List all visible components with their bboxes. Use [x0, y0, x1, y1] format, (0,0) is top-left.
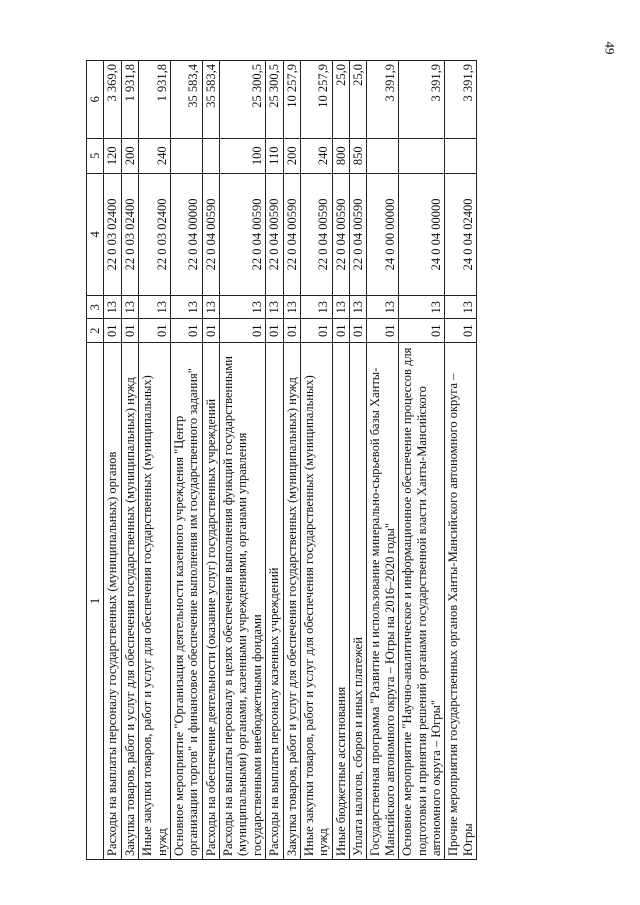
cell-amount: 1 931,8 — [139, 61, 171, 139]
cell-description: Расходы на выплаты персоналу казенных учреждений — [266, 343, 283, 860]
table-row — [332, 61, 349, 860]
table-header — [87, 61, 104, 860]
cell-section: 01 — [170, 319, 202, 343]
cell-expense-type: 240 — [300, 138, 332, 173]
table-row — [139, 61, 171, 860]
cell-amount: 35 583,4 — [170, 61, 202, 139]
table-row — [445, 61, 477, 860]
table-row — [367, 61, 399, 860]
cell-subsection: 13 — [367, 296, 399, 320]
table-row — [283, 61, 300, 860]
cell-amount: 10 257,9 — [283, 61, 300, 139]
cell-subsection: 13 — [220, 296, 266, 320]
table-row — [300, 61, 332, 860]
page-number: 49 — [602, 41, 618, 55]
cell-target-code: 22 0 04 00000 — [170, 173, 202, 295]
table-row — [202, 61, 219, 860]
cell-target-code: 22 0 03 02400 — [139, 173, 171, 295]
cell-amount: 25,0 — [332, 61, 349, 139]
cell-amount: 25 300,5 — [266, 61, 283, 139]
budget-table — [86, 60, 477, 860]
cell-description: Государственная программа "Развитие и использование минерально-сырьевой базы Ханты-Мансийского автономного округа – Югры на 2016–2020 годы" — [367, 343, 399, 860]
cell-section: 01 — [399, 319, 445, 343]
cell-subsection: 13 — [350, 296, 367, 320]
cell-subsection: 13 — [445, 296, 477, 320]
cell-expense-type — [445, 138, 477, 173]
cell-subsection: 13 — [202, 296, 219, 320]
cell-amount: 35 583,4 — [202, 61, 219, 139]
cell-subsection: 13 — [121, 296, 138, 320]
cell-section: 01 — [266, 319, 283, 343]
cell-target-code: 22 0 04 00590 — [220, 173, 266, 295]
cell-subsection: 13 — [104, 296, 121, 320]
cell-description: Основное мероприятие "Научно-аналитическое и информационное обеспечение процессов для подготовки и принятия решений органами государственной власти Ханты-Мансийского автономного округа – Югры" — [399, 343, 445, 860]
cell-target-code: 24 0 04 02400 — [445, 173, 477, 295]
cell-target-code: 22 0 03 02400 — [104, 173, 121, 295]
cell-target-code: 22 0 04 00590 — [300, 173, 332, 295]
cell-amount: 25,0 — [350, 61, 367, 139]
cell-target-code: 22 0 04 00590 — [266, 173, 283, 295]
table-row — [121, 61, 138, 860]
table-row — [266, 61, 283, 860]
cell-subsection: 13 — [283, 296, 300, 320]
cell-expense-type: 850 — [350, 138, 367, 173]
cell-expense-type: 120 — [104, 138, 121, 173]
cell-section: 01 — [350, 319, 367, 343]
cell-section: 01 — [202, 319, 219, 343]
cell-description: Иные бюджетные ассигнования — [332, 343, 349, 860]
table-row — [104, 61, 121, 860]
cell-subsection: 13 — [300, 296, 332, 320]
header-row — [87, 61, 104, 860]
cell-amount: 3 391,9 — [445, 61, 477, 139]
cell-description: Расходы на выплаты персоналу государственных (муниципальных) органов — [104, 343, 121, 860]
cell-description: Расходы на обеспечение деятельности (оказание услуг) государственных учреждений — [202, 343, 219, 860]
cell-expense-type: 240 — [139, 138, 171, 173]
cell-expense-type: 110 — [266, 138, 283, 173]
header-col-2: 2 — [87, 319, 104, 343]
rotated-table-frame — [86, 60, 628, 860]
cell-expense-type: 200 — [121, 138, 138, 173]
cell-amount: 3 391,9 — [367, 61, 399, 139]
cell-amount: 3 369,0 — [104, 61, 121, 139]
cell-target-code: 22 0 04 00590 — [283, 173, 300, 295]
header-col-4: 4 — [87, 173, 104, 295]
cell-amount: 3 391,9 — [399, 61, 445, 139]
header-col-3: 3 — [87, 296, 104, 320]
cell-section: 01 — [104, 319, 121, 343]
cell-expense-type — [202, 138, 219, 173]
cell-description: Расходы на выплаты персоналу в целях обеспечения выполнения функций государственными (муниципальными) органами, казенными учреждениями, органами управления государственными внебюджетными фондами — [220, 343, 266, 860]
cell-amount: 25 300,5 — [220, 61, 266, 139]
header-col-6: 6 — [87, 61, 104, 139]
cell-description: Закупка товаров, работ и услуг для обеспечения государственных (муниципальных) нужд — [121, 343, 138, 860]
header-col-5: 5 — [87, 138, 104, 173]
cell-expense-type — [399, 138, 445, 173]
cell-section: 01 — [367, 319, 399, 343]
cell-target-code: 22 0 04 00590 — [202, 173, 219, 295]
cell-section: 01 — [283, 319, 300, 343]
cell-subsection: 13 — [399, 296, 445, 320]
table-row — [350, 61, 367, 860]
cell-description: Прочие мероприятия государственных органов Ханты-Мансийского автономного округа – Югры — [445, 343, 477, 860]
cell-section: 01 — [332, 319, 349, 343]
cell-expense-type: 200 — [283, 138, 300, 173]
cell-subsection: 13 — [332, 296, 349, 320]
cell-description: Иные закупки товаров, работ и услуг для обеспечения государственных (муниципальных) нужд — [139, 343, 171, 860]
cell-amount: 1 931,8 — [121, 61, 138, 139]
cell-subsection: 13 — [170, 296, 202, 320]
cell-expense-type: 100 — [220, 138, 266, 173]
cell-description: Уплата налогов, сборов и иных платежей — [350, 343, 367, 860]
cell-section: 01 — [121, 319, 138, 343]
cell-description: Основное мероприятие "Организация деятельности казенного учреждения "Центр организации торгов" и финансовое обеспечение выполнения им государственного задания" — [170, 343, 202, 860]
table-row — [170, 61, 202, 860]
table-body — [104, 61, 477, 860]
cell-section: 01 — [300, 319, 332, 343]
cell-description: Закупка товаров, работ и услуг для обеспечения государственных (муниципальных) нужд — [283, 343, 300, 860]
cell-description: Иные закупки товаров, работ и услуг для обеспечения государственных (муниципальных) нужд — [300, 343, 332, 860]
cell-section: 01 — [220, 319, 266, 343]
cell-section: 01 — [445, 319, 477, 343]
cell-target-code: 22 0 04 00590 — [332, 173, 349, 295]
cell-expense-type: 800 — [332, 138, 349, 173]
cell-target-code: 22 0 03 02400 — [121, 173, 138, 295]
cell-target-code: 24 0 00 00000 — [367, 173, 399, 295]
header-col-1: 1 — [87, 343, 104, 860]
cell-target-code: 22 0 04 00590 — [350, 173, 367, 295]
cell-section: 01 — [139, 319, 171, 343]
table-row — [220, 61, 266, 860]
cell-subsection: 13 — [139, 296, 171, 320]
cell-expense-type — [170, 138, 202, 173]
cell-amount: 10 257,9 — [300, 61, 332, 139]
cell-expense-type — [367, 138, 399, 173]
rotated-page-area — [86, 60, 628, 860]
table-row — [399, 61, 445, 860]
cell-target-code: 24 0 04 00000 — [399, 173, 445, 295]
cell-subsection: 13 — [266, 296, 283, 320]
